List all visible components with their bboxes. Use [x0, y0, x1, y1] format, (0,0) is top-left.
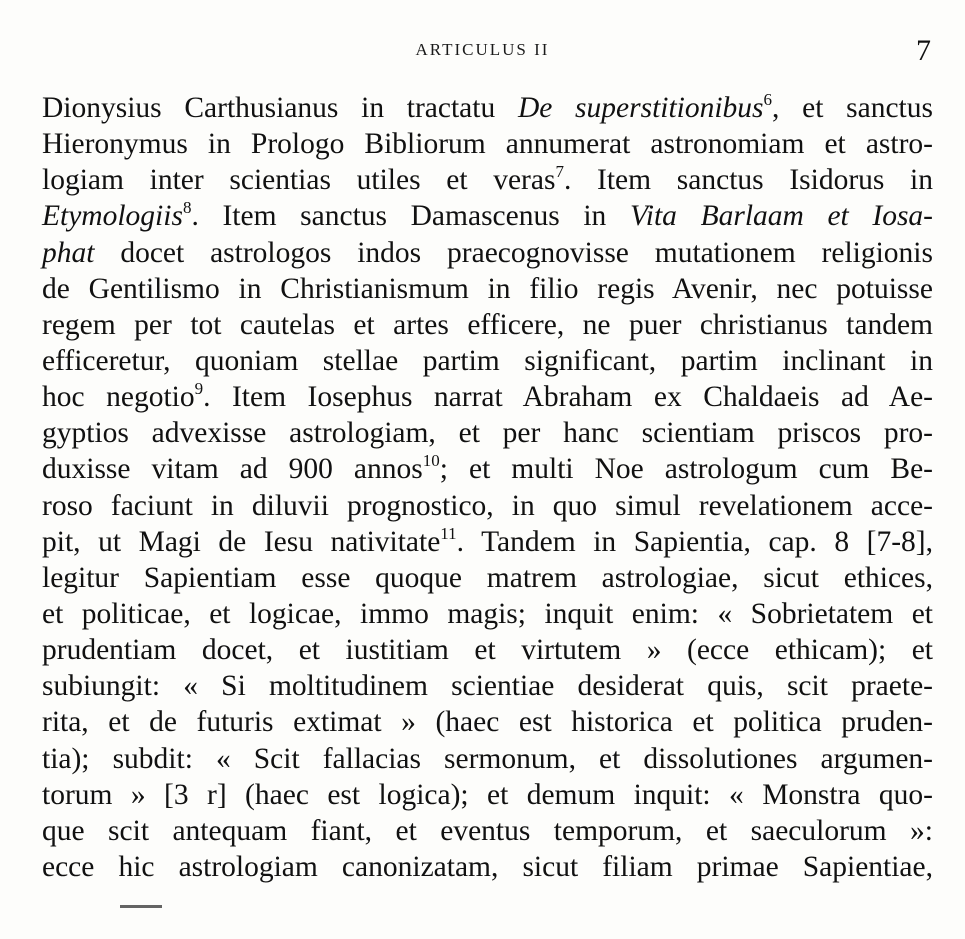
text-line: [42, 560, 933, 596]
text-segment: Hieronymus in Prologo Bibliorum annumerat astronomiam et astro-: [42, 128, 933, 161]
footnote-marker: 7: [555, 162, 564, 182]
text-segment: efficeretur, quoniam stellae partim significant, partim inclinant in: [42, 344, 933, 377]
text-segment: rita, et de futuris extimat » (haec est historica et politica pruden-: [42, 706, 933, 739]
footnote-marker: 9: [194, 379, 204, 399]
text-segment: logiam inter scientias utiles et veras: [42, 164, 556, 197]
running-head: [0, 34, 965, 67]
text-segment: hoc negotio: [42, 381, 195, 414]
text-line: [42, 162, 933, 198]
text-segment: . Tandem in Sapientia, cap. 8 [7-8],: [456, 525, 933, 558]
italic-title: Vita Barlaam et Iosa-: [629, 200, 934, 233]
text-line: [42, 488, 933, 524]
text-line: [42, 451, 933, 487]
text-line: [42, 524, 933, 560]
text-line: [42, 379, 933, 415]
italic-title: phat: [42, 236, 95, 269]
footnote-marker: 8: [182, 198, 192, 218]
text-line: [42, 307, 933, 343]
text-line: [42, 90, 933, 126]
text-segment: que scit antequam fiant, et eventus temporum, et saeculorum »:: [42, 814, 933, 847]
text-line: [42, 632, 933, 668]
text-line: [42, 704, 933, 740]
text-segment: legitur Sapientiam esse quoque matrem astrologiae, sicut ethices,: [42, 561, 933, 594]
text-line: [42, 235, 933, 271]
text-line: [42, 849, 933, 885]
text-segment: tia); subdit: « Scit fallacias sermonum, et dissolutiones argumen-: [42, 742, 933, 775]
text-segment: ; et multi Noe astrologum cum Be-: [439, 453, 933, 486]
text-segment: pit, ut Magi de Iesu nativitate: [42, 525, 441, 558]
text-line: [42, 415, 933, 451]
footnote-marker: 11: [440, 523, 457, 543]
text-segment: docet astrologos indos praecognovisse mutationem religionis: [94, 236, 933, 269]
italic-title: De superstitionibus: [517, 92, 764, 124]
page-number: 7: [916, 34, 931, 67]
text-segment: regem per tot cautelas et artes efficere, ne puer christianus tandem: [42, 308, 933, 341]
text-segment: . Item sanctus Isidorus in: [563, 164, 934, 197]
text-segment: et politicae, et logicae, immo magis; inquit enim: « Sobrietatem et: [42, 597, 933, 630]
text-segment: , et sanctus: [772, 92, 933, 124]
text-line: [42, 741, 933, 777]
body-text: [42, 90, 933, 885]
text-segment: . Item sanctus Damascenus in: [191, 200, 630, 233]
text-segment: subiungit: « Si moltitudinem scientiae desiderat quis, scit praete-: [42, 670, 933, 703]
text-line: [42, 777, 933, 813]
text-segment: Dionysius Carthusianus in tractatu: [42, 92, 518, 124]
running-title: ARTICULUS II: [415, 40, 550, 59]
italic-title: Etymologiis: [42, 200, 183, 233]
text-line: [42, 126, 933, 162]
text-line: [42, 596, 933, 632]
text-segment: gyptios advexisse astrologiam, et per hanc scientiam priscos pro-: [42, 417, 933, 450]
text-line: [42, 813, 933, 849]
text-line: [42, 343, 933, 379]
footnote-marker: 6: [763, 90, 773, 109]
ink-smudge: [120, 905, 162, 908]
text-line: [42, 198, 933, 234]
text-segment: roso faciunt in diluvii prognostico, in quo simul revelationem acce-: [42, 489, 933, 522]
text-segment: torum » [3 r] (haec est logica); et demum inquit: « Monstra quo-: [42, 778, 933, 811]
text-segment: de Gentilismo in Christianismum in filio regis Avenir, nec potuisse: [42, 272, 933, 305]
text-segment: duxisse vitam ad 900 annos: [42, 453, 423, 486]
text-line: [42, 271, 933, 307]
text-segment: prudentiam docet, et iustitiam et virtutem » (ecce ethicam); et: [42, 634, 933, 667]
text-segment: . Item Iosephus narrat Abraham ex Chaldaeis ad Ae-: [203, 381, 933, 414]
footnote-marker: 10: [422, 451, 440, 471]
text-line: [42, 668, 933, 704]
text-segment: ecce hic astrologiam canonizatam, sicut filiam primae Sapientiae,: [42, 850, 933, 883]
